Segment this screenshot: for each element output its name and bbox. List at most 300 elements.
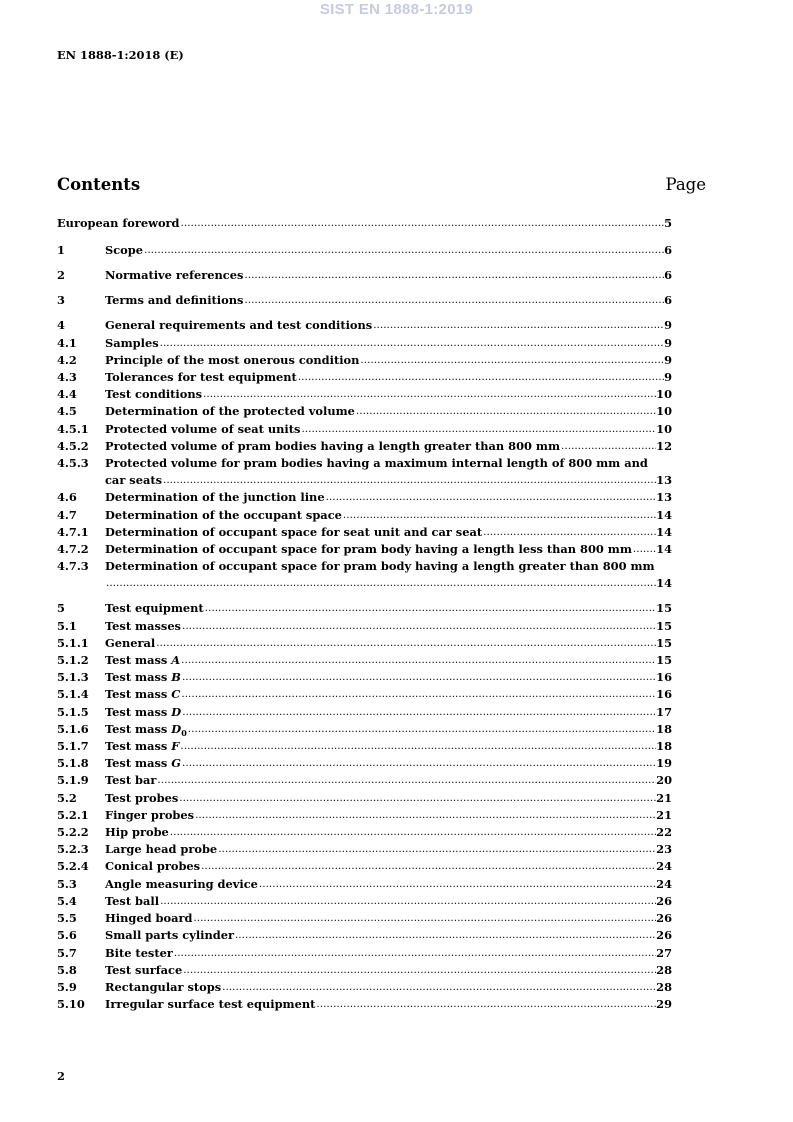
toc-dot-leader	[180, 652, 656, 669]
toc-entry-body	[105, 893, 672, 910]
toc-entry-page: 14	[656, 524, 672, 539]
toc-entry-line	[105, 893, 672, 910]
toc-entry-body	[105, 507, 672, 524]
toc-group	[57, 292, 672, 309]
toc-entry-title-text: Test equipment	[105, 601, 204, 616]
toc-entry-number: 5.1.1	[57, 635, 89, 650]
toc-entry-line	[105, 472, 672, 489]
toc-entry-page: 28	[656, 962, 672, 977]
toc-entry-title	[105, 945, 173, 962]
toc-entry[interactable]	[57, 386, 672, 403]
toc-dot-leader	[155, 635, 656, 652]
toc-entry-title	[105, 893, 159, 910]
toc-entry-number: 5.10	[57, 997, 85, 1012]
toc-entry-title	[105, 386, 202, 403]
toc-dot-leader	[200, 858, 656, 875]
toc-entry-line	[105, 489, 672, 506]
toc-entry-line	[105, 317, 672, 334]
toc-entry[interactable]	[57, 996, 672, 1013]
toc-entry-body	[105, 335, 672, 352]
toc-entry-line	[105, 704, 672, 721]
toc-entry-line	[105, 292, 672, 309]
toc-entry-body	[105, 489, 672, 506]
toc-entry-number: 5.3	[57, 876, 77, 891]
toc-entry-line	[105, 267, 672, 284]
toc-entry-number: 4.7.3	[57, 559, 89, 574]
toc-entry-page: 15	[656, 618, 672, 633]
toc-entry[interactable]	[57, 962, 672, 979]
contents-heading: Contents	[57, 175, 141, 194]
toc-entry-title	[105, 790, 178, 807]
toc-entry-page: 15	[656, 601, 672, 616]
toc-dot-leader	[221, 979, 656, 996]
toc-dot-leader	[315, 996, 656, 1013]
toc-dot-leader	[297, 369, 664, 386]
toc-entry-number: 5.2.4	[57, 859, 89, 874]
toc-entry-page: 9	[664, 352, 672, 367]
toc-entry-page: 6	[664, 268, 672, 283]
toc-entry-line	[105, 824, 672, 841]
toc-entry-title-text: Bite tester	[105, 945, 173, 960]
toc-entry-line	[105, 335, 672, 352]
toc-entry-title-text: Test mass	[105, 756, 168, 771]
toc-entry-page: 29	[656, 997, 672, 1012]
toc-entry-title-text: Principle of the most onerous condition	[105, 352, 360, 367]
toc-entry[interactable]	[57, 421, 672, 438]
toc-dot-leader	[300, 421, 656, 438]
toc-entry-title	[105, 704, 181, 721]
footer-page-number: 2	[57, 1069, 65, 1083]
toc-entry[interactable]	[57, 807, 672, 824]
toc-entry-title	[105, 635, 155, 652]
toc-entry[interactable]	[57, 893, 672, 910]
toc-entry-page: 21	[656, 790, 672, 805]
toc-dot-leader	[180, 215, 665, 232]
toc-entry-title	[105, 292, 243, 309]
toc-entry-line	[105, 962, 672, 979]
toc-entry-number: 5.7	[57, 945, 77, 960]
toc-entry-page: 9	[664, 370, 672, 384]
toc-entry-title-text: Rectangular stops	[105, 979, 222, 994]
toc-dot-leader	[632, 541, 656, 558]
toc-entry-number: 5.2.1	[57, 807, 89, 822]
toc-entry-body	[105, 438, 672, 455]
toc-entry-page: 15	[656, 635, 672, 650]
toc-entry-line	[105, 541, 672, 558]
toc-entry-symbol: G	[171, 756, 182, 771]
toc-entry-title	[105, 472, 162, 489]
toc-entry-body	[105, 738, 672, 755]
toc-dot-leader	[258, 876, 656, 893]
toc-entry-number: 5.2	[57, 790, 77, 805]
toc-dot-leader	[179, 738, 656, 755]
toc-entry[interactable]	[57, 652, 672, 669]
toc-entry-number: 4.6	[57, 490, 77, 505]
toc-entry[interactable]	[57, 489, 672, 506]
toc-entry-title-text: Scope	[105, 243, 143, 258]
toc-entry-number: 4.7.1	[57, 524, 89, 539]
toc-group	[57, 267, 672, 284]
toc-entry-line	[105, 669, 672, 686]
toc-entry[interactable]	[57, 292, 672, 309]
toc-dot-leader	[181, 755, 656, 772]
toc-entry-body	[105, 600, 672, 617]
toc-entry[interactable]	[57, 507, 672, 524]
toc-entry-page: 23	[656, 842, 672, 857]
toc-entry-title-text: Test mass	[105, 721, 168, 736]
toc-entry-title	[105, 807, 194, 824]
toc-entry-title-text: Test mass	[105, 687, 168, 702]
toc-dot-leader	[202, 386, 656, 403]
toc-entry[interactable]	[57, 876, 672, 893]
toc-entry-title	[105, 824, 169, 841]
toc-entry-page: 14	[656, 507, 672, 522]
toc-entry[interactable]	[57, 979, 672, 996]
toc-entry-line	[105, 807, 672, 824]
toc-entry-page: 10	[656, 421, 672, 436]
toc-group	[57, 215, 672, 232]
toc-entry-title	[105, 541, 632, 558]
toc-entry-title-text: European foreword	[57, 216, 180, 231]
toc-dot-leader	[182, 962, 656, 979]
toc-entry-line	[105, 790, 672, 807]
toc-entry[interactable]	[57, 335, 672, 352]
toc-entry[interactable]	[57, 215, 672, 232]
toc-dot-leader	[180, 686, 656, 703]
toc-entry-line	[105, 858, 672, 875]
toc-entry[interactable]	[57, 824, 672, 841]
toc-entry[interactable]	[57, 352, 672, 369]
toc-dot-leader	[560, 438, 656, 455]
toc-entry[interactable]	[57, 600, 672, 617]
toc-entry-page: 26	[656, 893, 672, 908]
toc-entry-title-text: Finger probes	[105, 807, 195, 822]
toc-entry-body	[57, 215, 672, 232]
toc-entry-page: 9	[664, 335, 672, 350]
toc-entry[interactable]	[57, 790, 672, 807]
toc-entry-title-text: Angle measuring device	[105, 876, 258, 891]
toc-entry-title	[105, 876, 258, 893]
toc-dot-leader	[143, 242, 664, 259]
toc-entry[interactable]	[57, 772, 672, 789]
toc-entry-title	[57, 215, 180, 232]
toc-entry[interactable]	[57, 317, 672, 334]
toc-entry-title	[105, 267, 243, 284]
toc-dot-leader	[359, 352, 664, 369]
toc-entry-body	[105, 635, 672, 652]
toc-entry-line	[105, 352, 672, 369]
toc-entry-title-text: Test bar	[105, 773, 157, 788]
toc-entry-body	[105, 704, 672, 721]
toc-entry-number: 5.8	[57, 962, 77, 977]
toc-entry-number: 5.4	[57, 893, 77, 908]
toc-entry[interactable]	[57, 945, 672, 962]
toc-entry-title-text: Test probes	[105, 790, 179, 805]
toc-entry-page: 20	[656, 773, 672, 788]
toc-entry-number: 5.1.2	[57, 653, 89, 668]
toc-entry-title-text: Samples	[105, 335, 159, 350]
toc-entry[interactable]	[57, 927, 672, 944]
toc-entry-title-text: Large head probe	[105, 842, 218, 857]
toc-dot-leader	[156, 772, 656, 789]
toc-entry-line	[105, 841, 672, 858]
toc-entry-symbol: D	[171, 721, 182, 736]
toc-entry-title	[105, 738, 179, 755]
toc-entry-line	[105, 945, 672, 962]
toc-dot-leader	[217, 841, 656, 858]
toc-entry-title-line: Protected volume for pram bodies having a maximum internal length of 800 mm and	[105, 456, 648, 471]
toc-entry-body	[105, 807, 672, 824]
toc-entry-body	[105, 910, 672, 927]
toc-dot-leader	[372, 317, 664, 334]
toc-entry-number: 4.7	[57, 507, 77, 522]
toc-entry-page: 13	[656, 490, 672, 505]
toc-entry-title	[105, 317, 372, 334]
toc-entry-title-text: Test mass	[105, 670, 168, 685]
toc-entry-title-text: Determination of the occupant space	[105, 507, 342, 522]
toc-entry-title	[105, 403, 355, 420]
toc-entry[interactable]	[57, 755, 672, 772]
toc-entry-title-text: Test mass	[105, 739, 168, 754]
toc-entry-line	[105, 575, 672, 592]
toc-entry[interactable]	[57, 242, 672, 259]
toc-entry-number: 5.1.9	[57, 773, 89, 788]
toc-entry-title-text: Hinged board	[105, 911, 193, 926]
toc-entry-page: 6	[664, 293, 672, 308]
toc-dot-leader	[243, 267, 664, 284]
page-column-label: Page	[665, 175, 706, 194]
toc-entry-number: 5.1.5	[57, 704, 89, 719]
toc-entry-title-text: Protected volume of seat units	[105, 421, 301, 436]
toc-entry[interactable]	[57, 686, 672, 703]
toc-entry-number: 4.5.2	[57, 438, 89, 453]
toc-entry-body	[105, 979, 672, 996]
toc-entry-body	[105, 618, 672, 635]
toc-entry-body	[105, 772, 672, 789]
toc-entry-line	[105, 635, 672, 652]
toc-entry-number: 4.2	[57, 352, 77, 367]
toc-entry-body	[105, 996, 672, 1013]
toc-entry-page: 16	[656, 687, 672, 702]
toc-entry-page: 17	[656, 704, 672, 719]
toc-group	[57, 242, 672, 259]
toc-entry-line	[105, 369, 672, 386]
toc-entry-title-text: Determination of occupant space for pram body having a length less than 800 mm	[105, 542, 632, 557]
toc-entry-line	[105, 438, 672, 455]
toc-entry-line	[105, 618, 672, 635]
toc-entry-number: 5.1.8	[57, 756, 89, 771]
toc-dot-leader	[178, 790, 656, 807]
toc-entry-title	[105, 600, 204, 617]
toc-entry-page: 9	[664, 318, 672, 333]
toc-entry-number: 5.2.2	[57, 825, 89, 840]
toc-entry-title-text: Test mass	[105, 653, 168, 668]
toc-entry-title	[105, 421, 300, 438]
toc-entry-page: 21	[656, 807, 672, 822]
toc-entry-body	[105, 824, 672, 841]
toc-entry-symbol: A	[171, 653, 181, 668]
toc-dot-leader	[173, 945, 656, 962]
toc-entry[interactable]	[57, 369, 672, 386]
toc-entry-symbol: F	[171, 739, 180, 754]
toc-entry[interactable]	[57, 455, 672, 489]
toc-entry-body	[105, 292, 672, 309]
toc-entry-number: 5	[57, 601, 65, 616]
toc-entry-page: 16	[656, 670, 672, 685]
toc-entry-line	[105, 738, 672, 755]
toc-entry-title-text: Test masses	[105, 618, 181, 633]
toc-entry-body	[105, 876, 672, 893]
toc-entry-title-text: Normative references	[105, 268, 244, 283]
toc-entry-subscript: 0	[181, 727, 187, 738]
toc-dot-leader	[482, 524, 656, 541]
toc-entry-title	[105, 755, 181, 772]
toc-entry-line	[105, 652, 672, 669]
toc-entry[interactable]	[57, 738, 672, 755]
toc-entry-title	[105, 996, 315, 1013]
toc-entry-number: 5.2.3	[57, 842, 89, 857]
toc-entry-number: 4.3	[57, 370, 77, 384]
toc-entry-title	[105, 489, 325, 506]
toc-entry-page: 6	[664, 243, 672, 258]
toc-entry-title-line: Determination of occupant space for pram body having a length greater than 800 mm	[105, 559, 655, 574]
toc-entry-title-text: Conical probes	[105, 859, 201, 874]
toc-entry-page: 12	[656, 438, 672, 453]
toc-entry[interactable]	[57, 558, 672, 592]
toc-entry[interactable]	[57, 669, 672, 686]
toc-entry-title-text: Determination of the junction line	[105, 490, 325, 505]
toc-entry-title-text: Protected volume of pram bodies having a length greater than 800 mm	[105, 438, 561, 453]
toc-entry-page: 26	[656, 911, 672, 926]
toc-entry-number: 4.5	[57, 404, 77, 419]
toc-entry-page: 14	[656, 576, 672, 591]
toc-dot-leader	[159, 335, 664, 352]
toc-entry-number: 2	[57, 268, 65, 283]
toc-entry-page: 18	[656, 721, 672, 736]
toc-entry-line	[105, 876, 672, 893]
toc-entry-title	[105, 772, 156, 789]
toc-entry-number: 3	[57, 293, 65, 308]
toc-entry-line	[105, 979, 672, 996]
toc-entry-number: 4.5.1	[57, 421, 89, 436]
toc-entry-title	[105, 841, 217, 858]
toc-entry-body	[105, 267, 672, 284]
toc-entry-title-text: Hip probe	[105, 825, 169, 840]
toc-entry-line	[57, 215, 672, 232]
toc-entry[interactable]	[57, 910, 672, 927]
toc-entry-body	[105, 669, 672, 686]
toc-entry-page: 10	[656, 404, 672, 419]
toc-entry-line	[105, 507, 672, 524]
toc-entry-number: 5.1.4	[57, 687, 89, 702]
toc-entry-line	[105, 386, 672, 403]
toc-entry-title	[105, 524, 482, 541]
toc-entry[interactable]	[57, 618, 672, 635]
toc-entry-title	[105, 721, 187, 738]
toc-entry-symbol: C	[171, 687, 181, 702]
toc-entry-line	[105, 772, 672, 789]
toc-entry-title	[105, 669, 181, 686]
toc-dot-leader	[243, 292, 664, 309]
toc-entry[interactable]	[57, 541, 672, 558]
toc-dot-leader	[181, 669, 656, 686]
toc-entry-body	[105, 721, 672, 738]
toc-entry-title-text: car seats	[105, 473, 162, 488]
toc-entry-line	[105, 755, 672, 772]
toc-entry-title-text: Irregular surface test equipment	[105, 997, 316, 1012]
toc-entry-title-text: Determination of occupant space for seat unit and car seat	[105, 524, 483, 539]
toc-entry-page: 14	[656, 542, 672, 557]
toc-entry-title-text: Terms and definitions	[105, 293, 244, 308]
toc-entry-title-text: Test conditions	[105, 387, 203, 402]
toc-entry-body	[105, 386, 672, 403]
toc-entry-line	[105, 242, 672, 259]
toc-dot-leader	[325, 489, 657, 506]
toc-entry[interactable]	[57, 704, 672, 721]
watermark-text: SIST EN 1888-1:2019	[319, 1, 474, 18]
toc-dot-leader	[169, 824, 656, 841]
toc-entry-line	[105, 403, 672, 420]
toc-entry[interactable]	[57, 267, 672, 284]
toc-entry-page: 24	[656, 876, 672, 891]
toc-entry-title	[105, 438, 560, 455]
toc-dot-leader	[162, 472, 656, 489]
toc-entry-line	[105, 600, 672, 617]
toc-entry-title	[105, 910, 192, 927]
toc-entry[interactable]	[57, 403, 672, 420]
toc-entry[interactable]	[57, 841, 672, 858]
toc-entry-symbol: D	[171, 704, 182, 719]
toc-entry-number: 4.7.2	[57, 542, 89, 557]
toc-entry-number: 4	[57, 318, 65, 333]
toc-entry-page: 5	[664, 216, 672, 231]
toc-dot-leader	[204, 600, 656, 617]
toc-entry-title	[105, 686, 180, 703]
toc-entry-title	[105, 962, 182, 979]
toc-entry-page: 22	[656, 825, 672, 840]
toc-dot-leader	[187, 721, 656, 738]
toc-entry-body	[105, 317, 672, 334]
toc-entry-number: 4.1	[57, 335, 77, 350]
toc-entry-page: 19	[656, 756, 672, 771]
toc-entry-title-text: Small parts cylinder	[105, 928, 234, 943]
toc-entry-number: 4.5.3	[57, 456, 89, 471]
toc-dot-leader	[159, 893, 656, 910]
toc-entry-body	[105, 962, 672, 979]
toc-entry[interactable]	[57, 858, 672, 875]
toc-entry[interactable]	[57, 721, 672, 738]
toc-entry-body	[105, 652, 672, 669]
toc-entry-title	[105, 335, 159, 352]
toc-entry-number: 4.4	[57, 387, 77, 402]
toc-entry-title-text: Tolerances for test equipment	[105, 370, 297, 384]
toc-entry[interactable]	[57, 438, 672, 455]
toc-entry-body	[105, 524, 672, 541]
toc-entry[interactable]	[57, 524, 672, 541]
document-id-header: EN 1888-1:2018 (E)	[57, 48, 184, 62]
toc-entry-number: 1	[57, 243, 65, 258]
toc-entry-line	[105, 524, 672, 541]
toc-entry-line	[105, 910, 672, 927]
toc-entry-page: 15	[656, 653, 672, 668]
toc-entry-title	[105, 979, 221, 996]
toc-entry-title	[105, 618, 181, 635]
toc-group	[57, 600, 672, 1013]
toc-entry-page: 10	[656, 387, 672, 402]
toc-entry[interactable]	[57, 635, 672, 652]
toc-entry-title	[105, 507, 342, 524]
toc-entry-body	[105, 421, 672, 438]
